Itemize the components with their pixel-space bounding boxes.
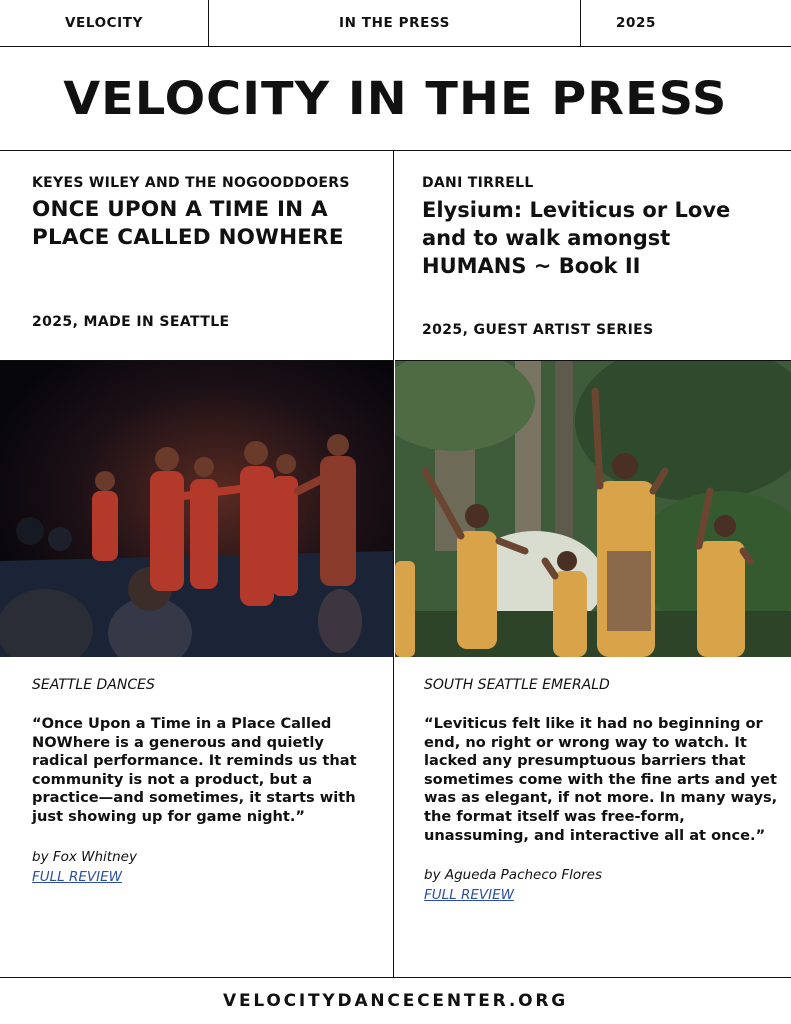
right-title: Elysium: Leviticus or Love and to walk amongst HUMANS ~ Book II [422, 198, 731, 278]
right-quote: “Leviticus felt like it had no beginning or end, no right or wrong way to watch. It lacked any presumptuous barriers that sometimes come with the fine arts and yet was as elegant, if not more. In many ways, the format itself was free-form, unassuming, and interactive all at once.” [424, 715, 778, 844]
right-byline: by Agueda Pacheco Flores [424, 867, 602, 884]
right-photo [395, 361, 791, 657]
page-title: VELOCITY IN THE PRESS [63, 72, 728, 125]
left-byline: by Fox Whitney [32, 848, 137, 865]
headline-band [0, 47, 791, 151]
header-section: IN THE PRESS [209, 0, 581, 46]
left-title: ONCE UPON A TIME IN A PLACE CALLED NOWHERE [32, 197, 344, 250]
header-brand: VELOCITY [0, 0, 209, 46]
right-info [395, 151, 791, 361]
left-artist: KEYES WILEY AND THE NOGOODDOERS [32, 175, 350, 191]
left-quote: “Once Upon a Time in a Place Called NOWhere is a generous and quietly radical performance. It reminds us that community is not a product, but a practice—and sometimes, it starts with just showing up for game night.” [32, 715, 357, 825]
outdoor-performance-image [395, 361, 791, 657]
right-full-review-link[interactable]: FULL REVIEW [424, 887, 514, 904]
left-info [0, 151, 393, 361]
top-bar [0, 0, 791, 47]
footer-url[interactable]: VELOCITYDANCECENTER.ORG [222, 991, 569, 1011]
left-full-review-link[interactable]: FULL REVIEW [32, 868, 122, 885]
left-season: 2025, MADE IN SEATTLE [32, 314, 230, 330]
right-artist: DANI TIRRELL [422, 175, 534, 191]
right-column [395, 151, 791, 977]
left-column [0, 151, 394, 977]
left-photo [0, 361, 393, 657]
right-outlet: SOUTH SEATTLE EMERALD [424, 677, 610, 693]
left-outlet: SEATTLE DANCES [32, 677, 155, 693]
right-season: 2025, GUEST ARTIST SERIES [422, 322, 654, 338]
header-year: 2025 [616, 15, 656, 31]
stage-performance-image [0, 361, 393, 657]
footer [0, 977, 791, 1024]
